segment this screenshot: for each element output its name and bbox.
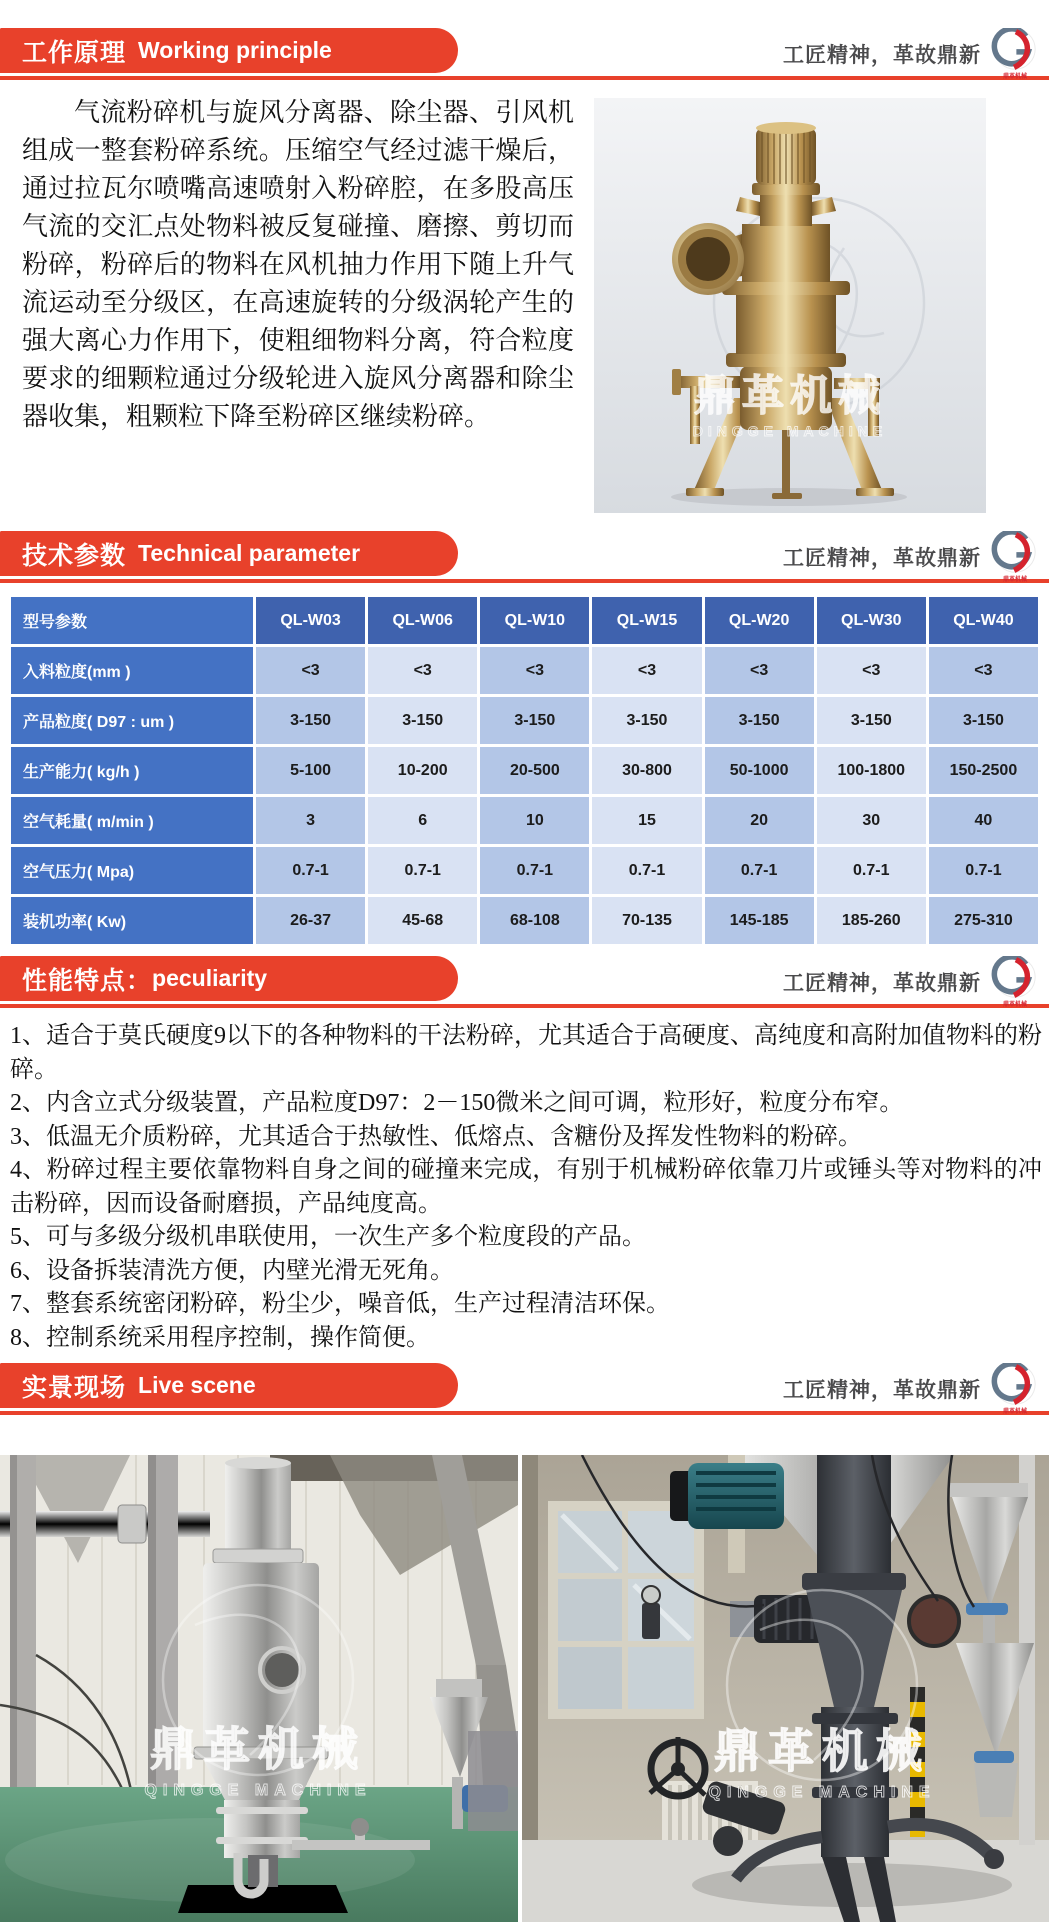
section-banner-live-scene	[0, 1363, 1049, 1415]
table-cell: 0.7-1	[480, 847, 589, 894]
section-banner-working-principle	[0, 28, 1049, 80]
table-cell: 100-1800	[817, 747, 926, 794]
table-cell: 40	[929, 797, 1038, 844]
table-cell: <3	[256, 647, 365, 694]
table-cell: 5-100	[256, 747, 365, 794]
table-cell: 3	[256, 797, 365, 844]
gd-logo-icon	[991, 531, 1039, 575]
row-label: 装机功率( Kw)	[11, 897, 253, 944]
feature-item: 4、粉碎过程主要依靠物料自身之间的碰撞来完成，有别于机械粉碎依靠刀片或锤头等对物料的冲击粉碎，因而设备耐磨损，产品纯度高。	[10, 1157, 1042, 1217]
table-cell: 68-108	[480, 897, 589, 944]
banner-pill	[0, 531, 458, 576]
col-header-qlw03: QL-W03	[256, 597, 365, 644]
brand-tagline: 工匠精神，革故鼎新	[783, 972, 981, 995]
banner-title-en: Technical parameter	[138, 540, 361, 566]
brand-tagline: 工匠精神，革故鼎新	[783, 44, 981, 67]
banner-title-en: Working principle	[138, 37, 332, 63]
table-row	[11, 647, 1038, 694]
product-render-image	[594, 98, 986, 513]
row-label: 空气压力( Mpa)	[11, 847, 253, 894]
row-label: 产品粒度( D97 : um )	[11, 697, 253, 744]
factory-photo-right	[522, 1455, 1049, 1922]
feature-item: 3、低温无介质粉碎，尤其适合于热敏性、低熔点、含糖份及挥发性物料的粉碎。	[10, 1123, 862, 1150]
table-cell: 0.7-1	[817, 847, 926, 894]
brand-area	[783, 1363, 1039, 1415]
feature-item: 2、内含立式分级装置，产品粒度D97：2－150微米之间可调，粒形好，粒度分布窄。	[10, 1090, 904, 1116]
table-cell: 150-2500	[929, 747, 1038, 794]
brand-area	[783, 28, 1039, 80]
section-banner-technical-parameter	[0, 531, 1049, 583]
row-label: 生产能力( kg/h )	[11, 747, 253, 794]
feature-item: 7、整套系统密闭粉碎，粉尘少，噪音低，生产过程清洁环保。	[10, 1291, 670, 1317]
watermark-zh: 鼎革机械	[693, 372, 887, 419]
banner-title-zh: 工作原理	[22, 38, 127, 67]
table-row	[11, 847, 1038, 894]
col-header-qlw06: QL-W06	[368, 597, 477, 644]
col-header-qlw10: QL-W10	[480, 597, 589, 644]
banner-pill	[0, 28, 458, 73]
dark-jet-mill-photo	[522, 1455, 1049, 1922]
table-cell: 275-310	[929, 897, 1038, 944]
row-label: 入料粒度(mm )	[11, 647, 253, 694]
logo-company-name: 鼎革机械	[1002, 577, 1027, 583]
table-cell: 20-500	[480, 747, 589, 794]
feature-list	[10, 1020, 1042, 1355]
banner-pill	[0, 1363, 458, 1408]
col-header-qlw30: QL-W30	[817, 597, 926, 644]
table-cell: 26-37	[256, 897, 365, 944]
table-row	[11, 897, 1038, 944]
table-cell: 3-150	[256, 697, 365, 744]
table-cell: 45-68	[368, 897, 477, 944]
table-cell: 3-150	[929, 697, 1038, 744]
table-cell: 20	[705, 797, 814, 844]
table-cell: 15	[592, 797, 701, 844]
company-logo	[991, 28, 1039, 80]
table-cell: 3-150	[592, 697, 701, 744]
company-logo	[991, 1363, 1039, 1415]
table-cell: 50-1000	[705, 747, 814, 794]
table-cell: 3-150	[817, 697, 926, 744]
logo-company-name: 鼎革机械	[1002, 1002, 1027, 1008]
table-cell: 30-800	[592, 747, 701, 794]
stainless-jet-mill-photo	[0, 1455, 518, 1922]
section-banner-peculiarity	[0, 956, 1049, 1008]
table-row	[11, 797, 1038, 844]
watermark-en: QINGGE MACHINE	[144, 1782, 372, 1799]
table-corner-header: 型号参数	[11, 597, 253, 644]
table-cell: 0.7-1	[592, 847, 701, 894]
gd-logo-icon	[991, 28, 1039, 72]
table-cell: <3	[817, 647, 926, 694]
feature-item: 6、设备拆装清洗方便，内壁光滑无死角。	[10, 1257, 454, 1284]
banner-title-zh: 实景现场	[22, 1373, 127, 1402]
row-label: 空气耗量( m/min )	[11, 797, 253, 844]
table-cell: <3	[592, 647, 701, 694]
table-cell: <3	[480, 647, 589, 694]
table-cell: 0.7-1	[705, 847, 814, 894]
banner-pill	[0, 956, 458, 1001]
banner-title-zh: 性能特点：	[22, 966, 153, 995]
live-scene-photos	[0, 1455, 1049, 1922]
table-cell: 185-260	[817, 897, 926, 944]
technical-parameter-table	[8, 594, 1041, 947]
table-cell: 30	[817, 797, 926, 844]
brand-tagline: 工匠精神，革故鼎新	[783, 547, 981, 570]
table-cell: 6	[368, 797, 477, 844]
table-cell: 10	[480, 797, 589, 844]
banner-title-en: peculiarity	[152, 965, 268, 991]
table-cell: 3-150	[705, 697, 814, 744]
table-cell: 0.7-1	[368, 847, 477, 894]
col-header-qlw15: QL-W15	[592, 597, 701, 644]
table-cell: 0.7-1	[256, 847, 365, 894]
brand-tagline: 工匠精神，革故鼎新	[783, 1379, 981, 1402]
table-cell: <3	[929, 647, 1038, 694]
table-cell: 3-150	[480, 697, 589, 744]
company-logo	[991, 531, 1039, 583]
brand-area	[783, 956, 1039, 1008]
brand-area	[783, 531, 1039, 583]
watermark-en: QINGGE MACHINE	[708, 1784, 936, 1801]
table-cell: 0.7-1	[929, 847, 1038, 894]
table-cell: 3-150	[368, 697, 477, 744]
col-header-qlw40: QL-W40	[929, 597, 1038, 644]
gd-logo-icon	[991, 1363, 1039, 1407]
table-cell: <3	[705, 647, 814, 694]
company-logo	[991, 956, 1039, 1008]
table-cell: 10-200	[368, 747, 477, 794]
feature-item: 8、控制系统采用程序控制，操作简便。	[10, 1324, 430, 1351]
jet-mill-render	[594, 98, 986, 513]
table-cell: 70-135	[592, 897, 701, 944]
logo-company-name: 鼎革机械	[1002, 1409, 1027, 1415]
gd-logo-icon	[991, 956, 1039, 1000]
table-header-row	[11, 597, 1038, 644]
table-row	[11, 697, 1038, 744]
logo-company-name: 鼎革机械	[1002, 74, 1027, 80]
table-row	[11, 747, 1038, 794]
banner-title-zh: 技术参数	[22, 541, 127, 570]
table-cell: <3	[368, 647, 477, 694]
factory-photo-left	[0, 1455, 518, 1922]
table-cell: 145-185	[705, 897, 814, 944]
feature-item: 1、适合于莫氏硬度9以下的各种物料的干法粉碎，尤其适合于高硬度、高纯度和高附加值物料的粉碎。	[10, 1023, 1042, 1083]
watermark-zh: 鼎革机械	[714, 1725, 930, 1777]
factory-window	[548, 1501, 704, 1719]
feature-item: 5、可与多级分级机串联使用，一次生产多个粒度段的产品。	[10, 1224, 646, 1250]
banner-title-en: Live scene	[138, 1372, 256, 1398]
col-header-qlw20: QL-W20	[705, 597, 814, 644]
watermark-zh: 鼎革机械	[150, 1723, 366, 1775]
watermark-en: DINGGE MACHINE	[692, 423, 888, 439]
working-principle-paragraph: 气流粉碎机与旋风分离器、除尘器、引风机组成一整套粉碎系统。压缩空气经过滤干燥后，通过拉瓦尔喷嘴高速喷射入粉碎腔，在多股高压气流的交汇点处物料被反复碰撞、磨擦、剪切而粉碎，粉碎后的物料在风机抽力作用下随上升气流运动至分级区，在高速旋转的分级涡轮产生的强大离心力作用下，使粗细物料分离，符合粒度要求的细颗粒通过分级轮进入旋风分离器和除尘器收集，粗颗粒下降至粉碎区继续粉碎。	[22, 98, 574, 431]
